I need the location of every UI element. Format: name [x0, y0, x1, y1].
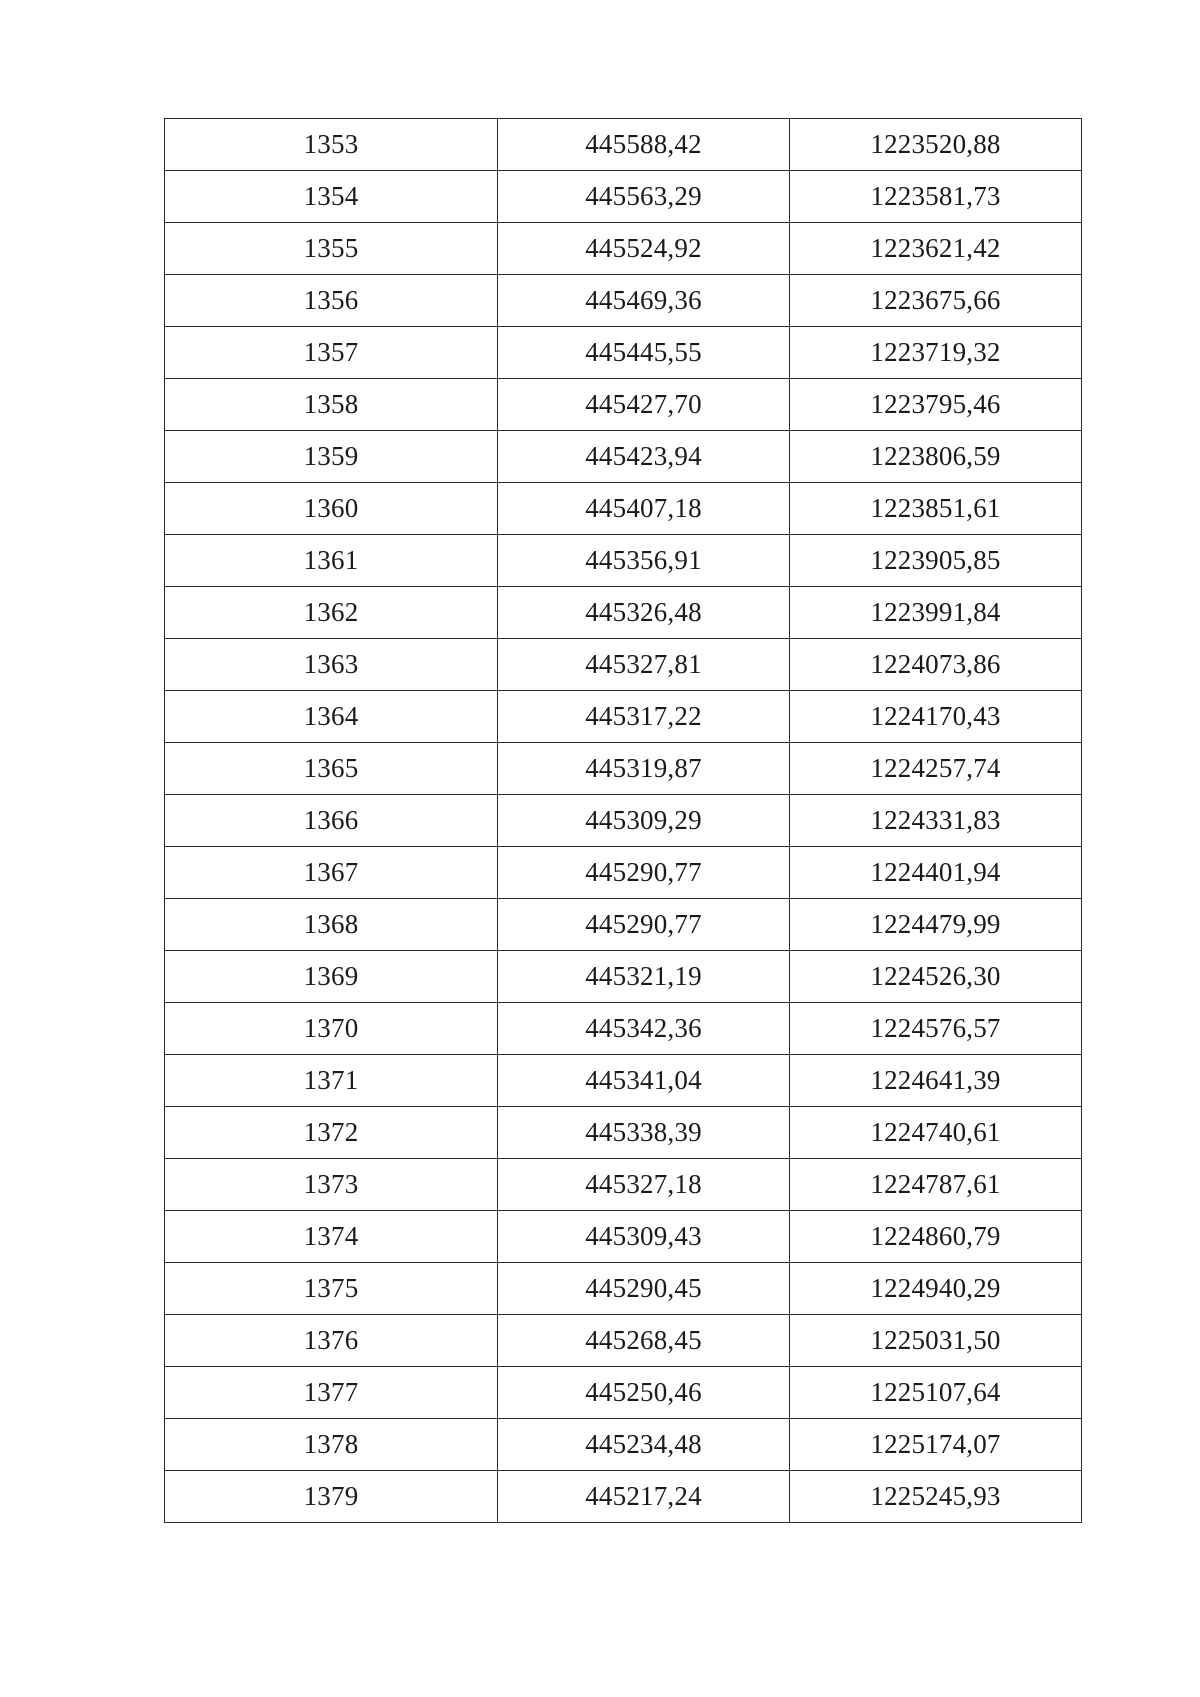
- point-number-cell: 1358: [165, 379, 498, 431]
- point-number-cell: 1378: [165, 1419, 498, 1471]
- x-coordinate-cell: 445469,36: [498, 275, 790, 327]
- point-number-cell: 1353: [165, 119, 498, 171]
- y-coordinate-cell: 1224787,61: [790, 1159, 1082, 1211]
- x-coordinate-cell: 445290,77: [498, 899, 790, 951]
- table-row: [165, 1419, 1082, 1471]
- x-coordinate-cell: 445342,36: [498, 1003, 790, 1055]
- point-number-cell: 1371: [165, 1055, 498, 1107]
- x-coordinate-cell: 445317,22: [498, 691, 790, 743]
- y-coordinate-cell: 1224576,57: [790, 1003, 1082, 1055]
- table-row: [165, 483, 1082, 535]
- point-number-cell: 1368: [165, 899, 498, 951]
- table-row: [165, 795, 1082, 847]
- y-coordinate-cell: 1225245,93: [790, 1471, 1082, 1523]
- table-row: [165, 535, 1082, 587]
- point-number-cell: 1355: [165, 223, 498, 275]
- x-coordinate-cell: 445326,48: [498, 587, 790, 639]
- point-number-cell: 1377: [165, 1367, 498, 1419]
- y-coordinate-cell: 1223905,85: [790, 535, 1082, 587]
- x-coordinate-cell: 445563,29: [498, 171, 790, 223]
- table-row: [165, 1159, 1082, 1211]
- y-coordinate-cell: 1223719,32: [790, 327, 1082, 379]
- x-coordinate-cell: 445217,24: [498, 1471, 790, 1523]
- y-coordinate-cell: 1224740,61: [790, 1107, 1082, 1159]
- coordinates-table: [164, 118, 1082, 1523]
- table-row: [165, 1315, 1082, 1367]
- y-coordinate-cell: 1224479,99: [790, 899, 1082, 951]
- point-number-cell: 1370: [165, 1003, 498, 1055]
- point-number-cell: 1373: [165, 1159, 498, 1211]
- table-row: [165, 1367, 1082, 1419]
- x-coordinate-cell: 445250,46: [498, 1367, 790, 1419]
- y-coordinate-cell: 1225107,64: [790, 1367, 1082, 1419]
- y-coordinate-cell: 1225031,50: [790, 1315, 1082, 1367]
- table-row: [165, 223, 1082, 275]
- table-row: [165, 1055, 1082, 1107]
- table-row: [165, 1211, 1082, 1263]
- y-coordinate-cell: 1224170,43: [790, 691, 1082, 743]
- point-number-cell: 1362: [165, 587, 498, 639]
- y-coordinate-cell: 1224860,79: [790, 1211, 1082, 1263]
- x-coordinate-cell: 445290,77: [498, 847, 790, 899]
- y-coordinate-cell: 1223795,46: [790, 379, 1082, 431]
- x-coordinate-cell: 445407,18: [498, 483, 790, 535]
- y-coordinate-cell: 1224940,29: [790, 1263, 1082, 1315]
- table-row: [165, 1107, 1082, 1159]
- coordinates-table-body: [165, 119, 1082, 1523]
- point-number-cell: 1376: [165, 1315, 498, 1367]
- point-number-cell: 1379: [165, 1471, 498, 1523]
- table-row: [165, 1471, 1082, 1523]
- y-coordinate-cell: 1223520,88: [790, 119, 1082, 171]
- point-number-cell: 1375: [165, 1263, 498, 1315]
- y-coordinate-cell: 1225174,07: [790, 1419, 1082, 1471]
- table-row: [165, 431, 1082, 483]
- point-number-cell: 1372: [165, 1107, 498, 1159]
- point-number-cell: 1369: [165, 951, 498, 1003]
- x-coordinate-cell: 445319,87: [498, 743, 790, 795]
- y-coordinate-cell: 1224526,30: [790, 951, 1082, 1003]
- x-coordinate-cell: 445309,29: [498, 795, 790, 847]
- x-coordinate-cell: 445290,45: [498, 1263, 790, 1315]
- x-coordinate-cell: 445234,48: [498, 1419, 790, 1471]
- point-number-cell: 1354: [165, 171, 498, 223]
- point-number-cell: 1363: [165, 639, 498, 691]
- point-number-cell: 1359: [165, 431, 498, 483]
- x-coordinate-cell: 445524,92: [498, 223, 790, 275]
- x-coordinate-cell: 445321,19: [498, 951, 790, 1003]
- table-row: [165, 847, 1082, 899]
- table-row: [165, 899, 1082, 951]
- x-coordinate-cell: 445356,91: [498, 535, 790, 587]
- table-row: [165, 743, 1082, 795]
- y-coordinate-cell: 1224257,74: [790, 743, 1082, 795]
- x-coordinate-cell: 445341,04: [498, 1055, 790, 1107]
- table-row: [165, 587, 1082, 639]
- point-number-cell: 1356: [165, 275, 498, 327]
- x-coordinate-cell: 445445,55: [498, 327, 790, 379]
- y-coordinate-cell: 1223991,84: [790, 587, 1082, 639]
- x-coordinate-cell: 445309,43: [498, 1211, 790, 1263]
- y-coordinate-cell: 1223621,42: [790, 223, 1082, 275]
- table-row: [165, 171, 1082, 223]
- table-row: [165, 379, 1082, 431]
- point-number-cell: 1357: [165, 327, 498, 379]
- y-coordinate-cell: 1223675,66: [790, 275, 1082, 327]
- point-number-cell: 1367: [165, 847, 498, 899]
- y-coordinate-cell: 1224073,86: [790, 639, 1082, 691]
- point-number-cell: 1365: [165, 743, 498, 795]
- point-number-cell: 1366: [165, 795, 498, 847]
- table-row: [165, 327, 1082, 379]
- point-number-cell: 1361: [165, 535, 498, 587]
- y-coordinate-cell: 1224401,94: [790, 847, 1082, 899]
- point-number-cell: 1360: [165, 483, 498, 535]
- y-coordinate-cell: 1224331,83: [790, 795, 1082, 847]
- x-coordinate-cell: 445327,81: [498, 639, 790, 691]
- table-row: [165, 119, 1082, 171]
- x-coordinate-cell: 445327,18: [498, 1159, 790, 1211]
- table-row: [165, 639, 1082, 691]
- point-number-cell: 1374: [165, 1211, 498, 1263]
- y-coordinate-cell: 1224641,39: [790, 1055, 1082, 1107]
- table-row: [165, 275, 1082, 327]
- table-row: [165, 1003, 1082, 1055]
- y-coordinate-cell: 1223806,59: [790, 431, 1082, 483]
- table-row: [165, 951, 1082, 1003]
- y-coordinate-cell: 1223581,73: [790, 171, 1082, 223]
- point-number-cell: 1364: [165, 691, 498, 743]
- x-coordinate-cell: 445338,39: [498, 1107, 790, 1159]
- y-coordinate-cell: 1223851,61: [790, 483, 1082, 535]
- x-coordinate-cell: 445427,70: [498, 379, 790, 431]
- table-row: [165, 1263, 1082, 1315]
- table-row: [165, 691, 1082, 743]
- x-coordinate-cell: 445268,45: [498, 1315, 790, 1367]
- x-coordinate-cell: 445423,94: [498, 431, 790, 483]
- x-coordinate-cell: 445588,42: [498, 119, 790, 171]
